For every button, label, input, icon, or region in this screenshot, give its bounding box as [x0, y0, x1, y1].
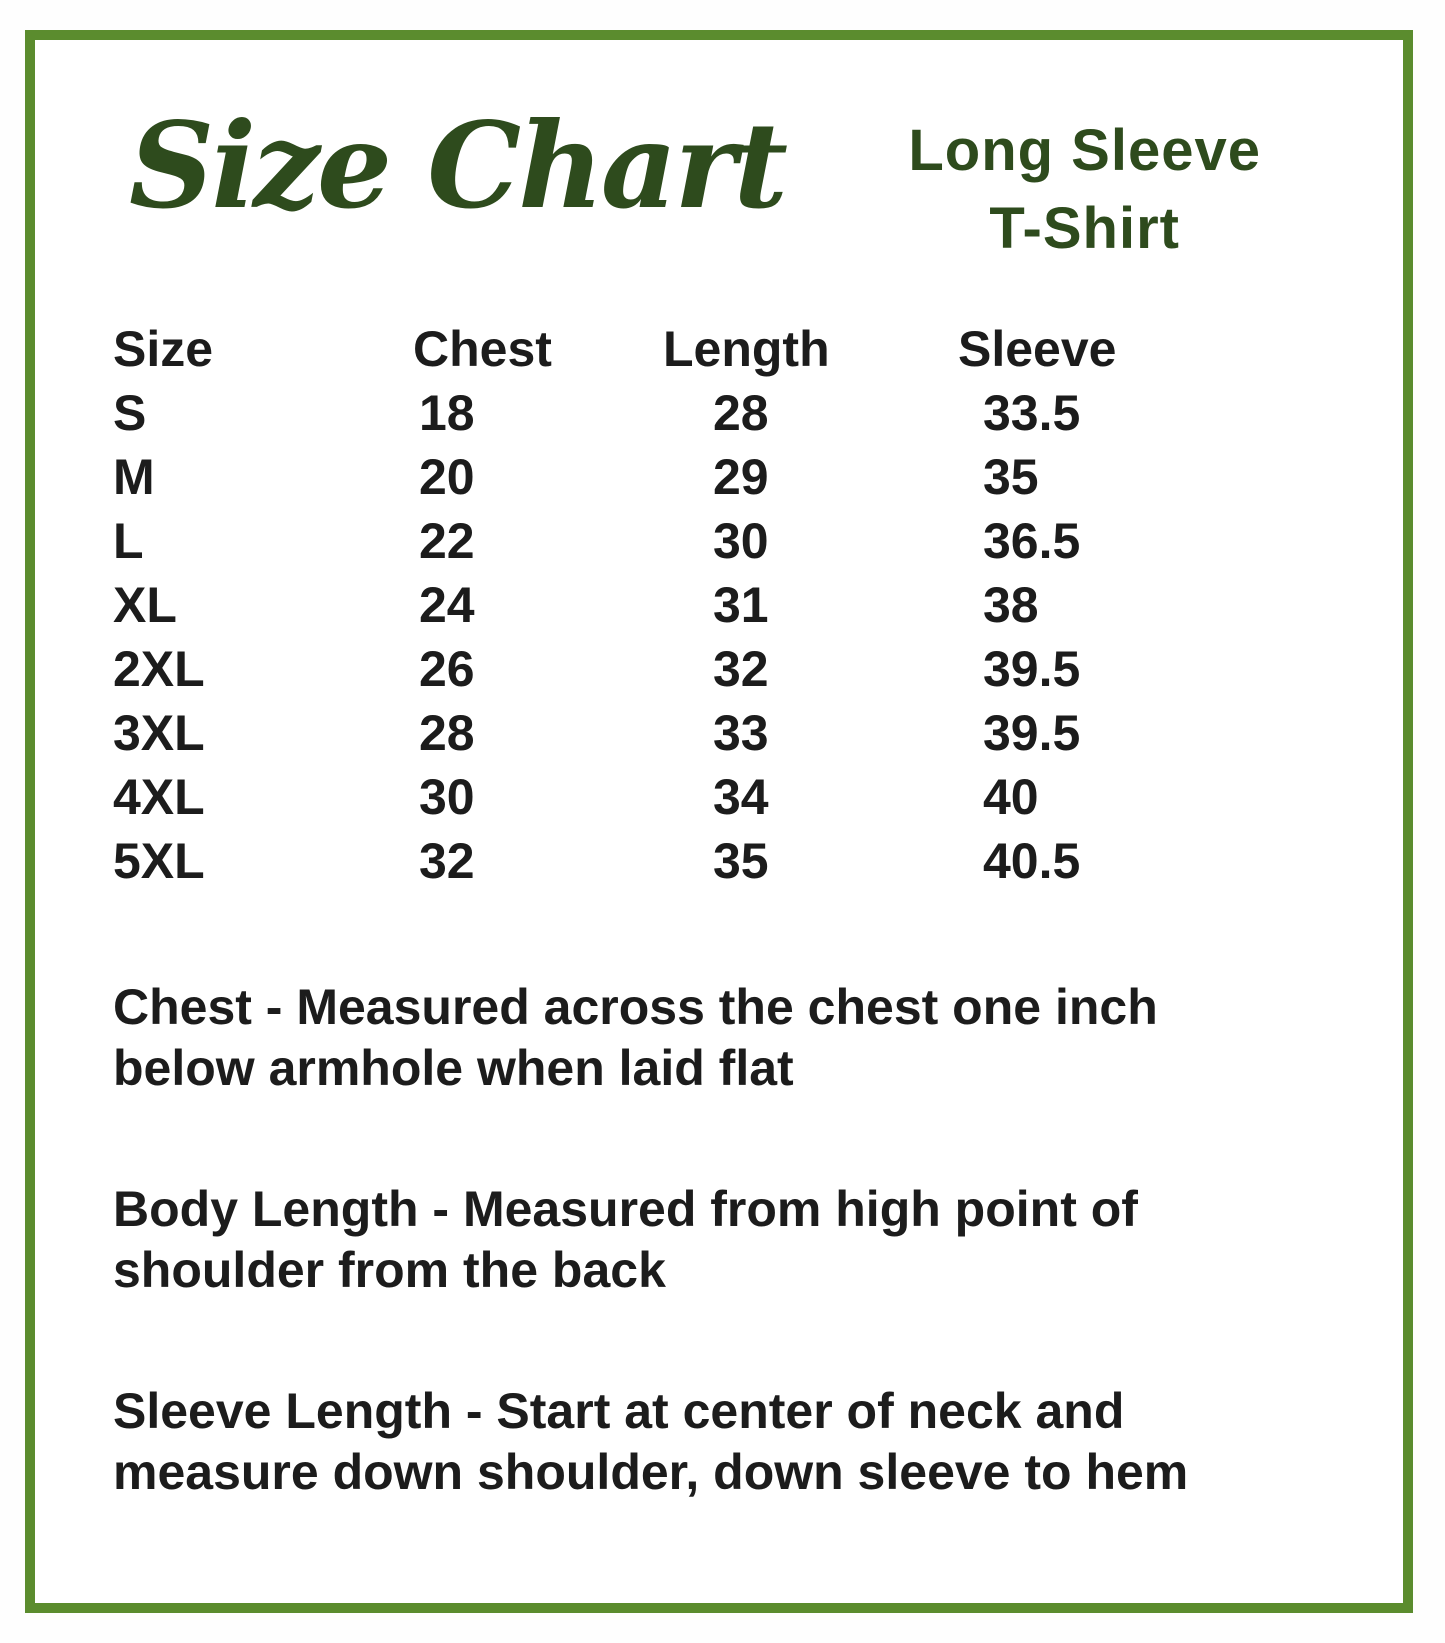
- page-title: Size Chart: [129, 96, 786, 235]
- table-row: [113, 637, 1353, 701]
- cell-length: 34: [713, 768, 769, 825]
- cell-sleeve: 38: [983, 576, 1039, 633]
- cell-size: 5XL: [113, 832, 205, 889]
- cell-length: 30: [713, 512, 769, 569]
- content-area: [35, 40, 1403, 1603]
- cell-length: 31: [713, 576, 769, 633]
- cell-sleeve: 40.5: [983, 832, 1081, 889]
- cell-size: 3XL: [113, 704, 205, 761]
- cell-sleeve: 33.5: [983, 384, 1081, 441]
- cell-sleeve: 36.5: [983, 512, 1081, 569]
- table-row: [113, 573, 1353, 637]
- table-row: [113, 701, 1353, 765]
- size-table: [113, 317, 1353, 893]
- cell-size: 4XL: [113, 768, 205, 825]
- table-row: [113, 765, 1353, 829]
- table-row: [113, 381, 1353, 445]
- measurement-notes: [113, 977, 1353, 1503]
- column-header-length: Length: [663, 320, 830, 377]
- cell-sleeve: 39.5: [983, 704, 1081, 761]
- cell-chest: 20: [419, 448, 475, 505]
- table-row: [113, 509, 1353, 573]
- cell-sleeve: 39.5: [983, 640, 1081, 697]
- cell-length: 28: [713, 384, 769, 441]
- cell-size: 2XL: [113, 640, 205, 697]
- product-title-line1: Long Sleeve: [908, 118, 1261, 183]
- cell-chest: 18: [419, 384, 475, 441]
- sleeve-length-note-line1: Sleeve Length - Start at center of neck and: [113, 1382, 1125, 1439]
- cell-chest: 32: [419, 832, 475, 889]
- cell-chest: 24: [419, 576, 475, 633]
- product-title: [908, 112, 1261, 269]
- cell-chest: 22: [419, 512, 475, 569]
- column-header-size: Size: [113, 320, 214, 377]
- table-row: [113, 445, 1353, 509]
- cell-length: 33: [713, 704, 769, 761]
- table-header-row: [113, 317, 1353, 381]
- cell-size: XL: [113, 576, 177, 633]
- cell-length: 35: [713, 832, 769, 889]
- cell-size: M: [113, 448, 155, 505]
- column-header-chest: Chest: [413, 320, 552, 377]
- body-length-note: [113, 1179, 1353, 1301]
- cell-chest: 28: [419, 704, 475, 761]
- chest-note-line2: below armhole when laid flat: [113, 1039, 794, 1096]
- cell-chest: 26: [419, 640, 475, 697]
- cell-size: S: [113, 384, 147, 441]
- column-header-sleeve: Sleeve: [958, 320, 1117, 377]
- product-title-line2: T-Shirt: [989, 196, 1180, 262]
- chest-note: [113, 977, 1353, 1099]
- table-row: [113, 829, 1353, 893]
- chest-note-line1: Chest - Measured across the chest one inch: [113, 978, 1158, 1035]
- sleeve-length-note-line2: measure down shoulder, down sleeve to hem: [113, 1443, 1189, 1500]
- cell-size: L: [113, 512, 144, 569]
- cell-sleeve: 40: [983, 768, 1039, 825]
- header: [113, 98, 1353, 269]
- cell-chest: 30: [419, 768, 475, 825]
- body-length-note-line1: Body Length - Measured from high point of: [113, 1180, 1138, 1237]
- cell-length: 29: [713, 448, 769, 505]
- body-length-note-line2: shoulder from the back: [113, 1241, 666, 1298]
- green-border-frame: [25, 30, 1413, 1613]
- sleeve-length-note: [113, 1381, 1353, 1503]
- cell-sleeve: 35: [983, 448, 1039, 505]
- cell-length: 32: [713, 640, 769, 697]
